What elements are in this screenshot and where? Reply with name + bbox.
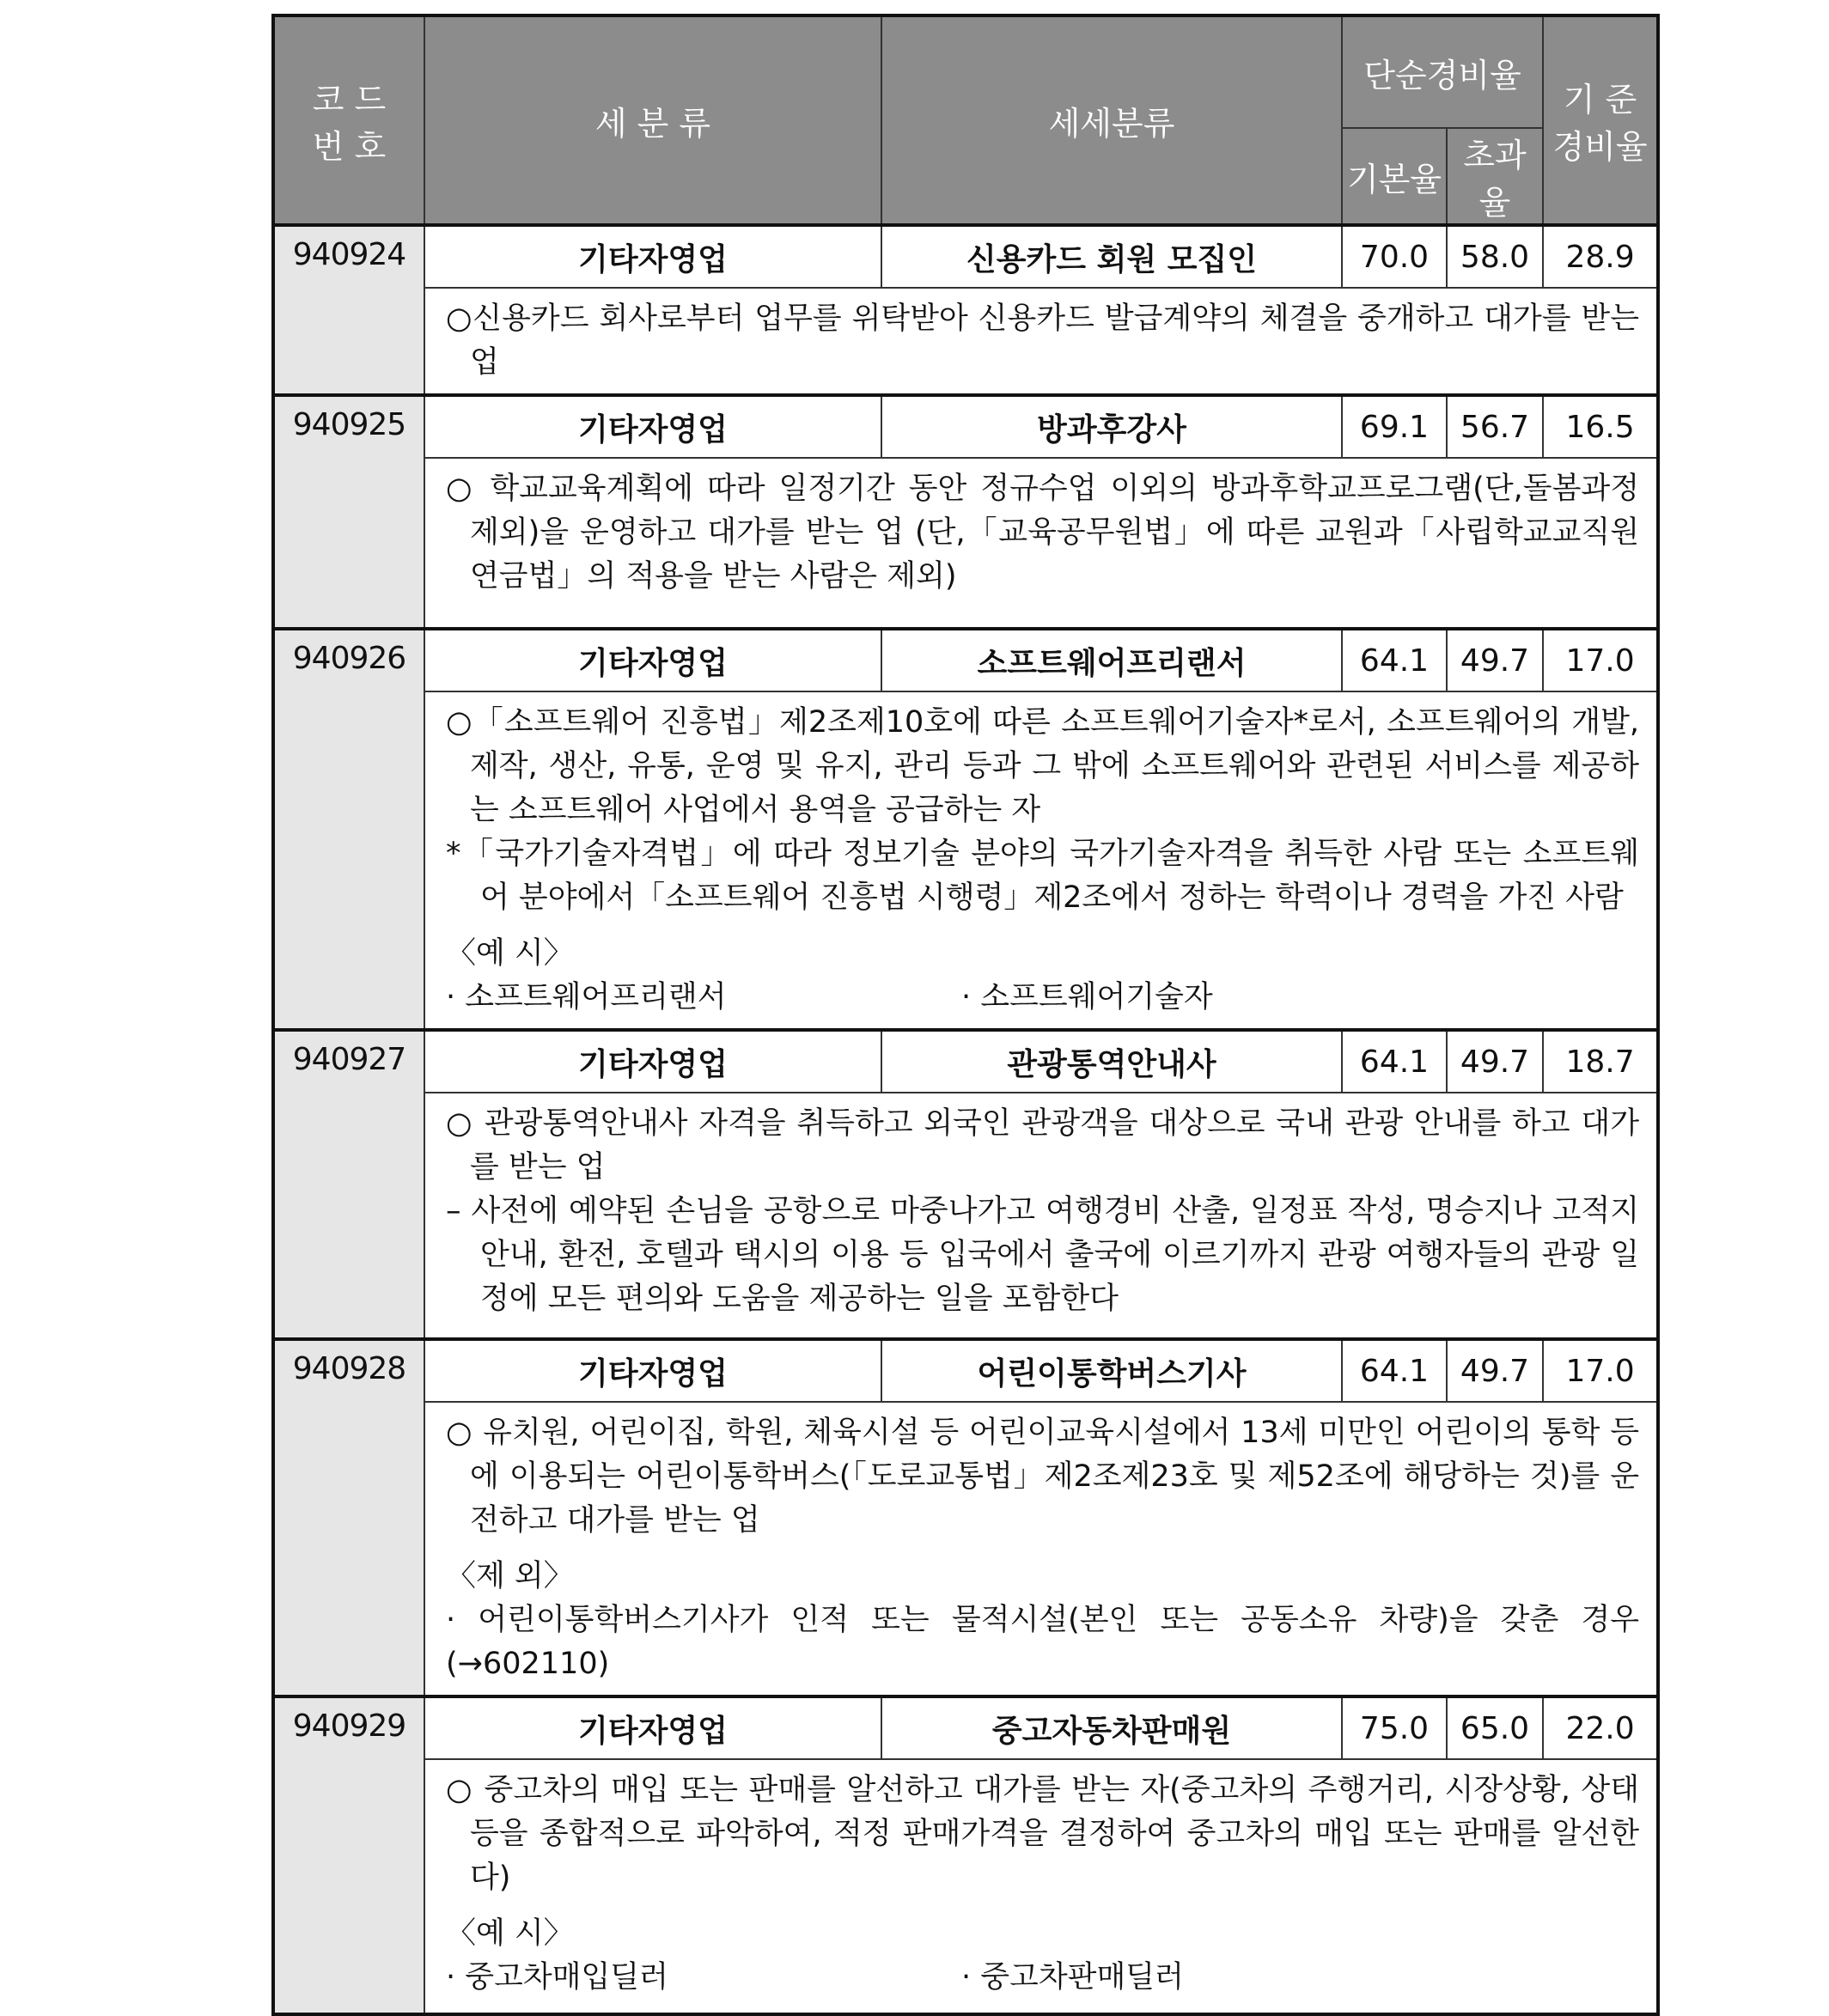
expense-rate-table-page: [271, 14, 1656, 1995]
detail-cell: 신용카드 회원 모집인: [881, 225, 1342, 288]
description-row: [273, 458, 1658, 629]
example-item: · 어린이통학버스기사가 인적 또는 물적시설(본인 또는 공동소유 차량)을 갖춘 경우(→602110): [446, 1603, 1640, 1681]
table-row: [273, 225, 1658, 288]
table-row: [273, 395, 1658, 458]
excess-rate-cell: 49.7: [1447, 629, 1543, 691]
header-detail: 세세분류: [881, 15, 1342, 225]
description-row: [273, 1759, 1658, 2014]
examples-list: [446, 1599, 1639, 1686]
examples-label: 〈예 시〉: [446, 936, 574, 971]
detail-cell: 어린이통학버스기사: [881, 1339, 1342, 1402]
expense-rate-table: [271, 14, 1660, 2016]
header-code: 코 드 번 호: [273, 15, 424, 225]
subclass-cell: 기타자영업: [424, 1030, 881, 1093]
description-paragraph: ○신용카드 회사로부터 업무를 위탁받아 신용카드 발급계약의 체결을 중개하고 대가를 받는 업: [446, 301, 1640, 380]
base-rate-cell: 64.1: [1342, 629, 1447, 691]
example-item: · 중고차매입딜러: [446, 1960, 668, 1995]
standard-rate-cell: 28.9: [1543, 225, 1658, 288]
description-cell: [424, 1402, 1658, 1696]
description-row: [273, 691, 1658, 1030]
detail-cell: 소프트웨어프리랜서: [881, 629, 1342, 691]
excess-rate-cell: 49.7: [1447, 1030, 1543, 1093]
detail-cell: 관광통역안내사: [881, 1030, 1342, 1093]
description-row: [273, 1402, 1658, 1696]
header-simple-rate: 단순경비율: [1342, 15, 1543, 128]
description-row: [273, 288, 1658, 395]
base-rate-cell: 64.1: [1342, 1030, 1447, 1093]
subclass-cell: 기타자영업: [424, 395, 881, 458]
header-excess-rate: 초과율: [1447, 128, 1543, 225]
description-paragraph: ○「소프트웨어 진흥법」제2조제10호에 따른 소프트웨어기술자*로서, 소프트웨어의 개발, 제작, 생산, 유통, 운영 및 유지, 관리 등과 그 밖에 소프트웨어와 관련된 서비스를 제공하는 소프트웨어 사업에서 용역을 공급하는 자: [446, 705, 1640, 827]
excess-rate-cell: 65.0: [1447, 1696, 1543, 1759]
subclass-cell: 기타자영업: [424, 1696, 881, 1759]
excess-rate-cell: 56.7: [1447, 395, 1543, 458]
examples-label: 〈예 시〉: [446, 1916, 574, 1951]
subclass-cell: 기타자영업: [424, 225, 881, 288]
subclass-cell: 기타자영업: [424, 1339, 881, 1402]
header-subclass: 세 분 류: [424, 15, 881, 225]
header-standard-rate: 기 준 경비율: [1543, 15, 1658, 225]
standard-rate-cell: 17.0: [1543, 629, 1658, 691]
description-paragraph: ○ 학교교육계획에 따라 일정기간 동안 정규수업 이외의 방과후학교프로그램(단,돌봄과정 제외)을 운영하고 대가를 받는 업 (단,「교육공무원법」에 따른 교원과「사립학교교직원연금법」의 적용을 받는 사람은 제외): [446, 472, 1640, 594]
example-item: · 소프트웨어기술자: [961, 980, 1213, 1014]
base-rate-cell: 69.1: [1342, 395, 1447, 458]
table-row: [273, 1339, 1658, 1402]
example-item: · 중고차판매딜러: [961, 1960, 1184, 1995]
description-paragraph: ○ 관광통역안내사 자격을 취득하고 외국인 관광객을 대상으로 국내 관광 안내를 하고 대가를 받는 업: [446, 1106, 1640, 1185]
description-cell: [424, 1093, 1658, 1339]
code-number: 940929: [273, 1696, 424, 2014]
description-paragraph: ○ 중고차의 매입 또는 판매를 알선하고 대가를 받는 자(중고차의 주행거리, 시장상황, 상태 등을 종합적으로 파악하여, 적정 판매가격을 결정하여 중고차의 매입 또는 판매를 알선한다): [446, 1773, 1640, 1895]
detail-cell: 방과후강사: [881, 395, 1342, 458]
description-cell: [424, 1759, 1658, 2014]
example-item: · 소프트웨어프리랜서: [446, 980, 727, 1014]
description-paragraph: ○ 유치원, 어린이집, 학원, 체육시설 등 어린이교육시설에서 13세 미만인 어린이의 통학 등에 이용되는 어린이통학버스(「도로교통법」제2조제23호 및 제52조에 해당하는 것)를 운전하고 대가를 받는 업: [446, 1416, 1640, 1538]
table-row: [273, 1696, 1658, 1759]
note-paragraph: *「국가기술자격법」에 따라 정보기술 분야의 국가기술자격을 취득한 사람 또는 소프트웨어 분야에서「소프트웨어 진흥법 시행령」제2조에서 정하는 학력이나 경력을 가진 사람: [446, 837, 1640, 915]
excess-rate-cell: 49.7: [1447, 1339, 1543, 1402]
code-number: 940925: [273, 395, 424, 629]
table-row: [273, 1030, 1658, 1093]
standard-rate-cell: 22.0: [1543, 1696, 1658, 1759]
description-cell: [424, 458, 1658, 629]
code-number: 940924: [273, 225, 424, 395]
table-row: [273, 629, 1658, 691]
detail-cell: 중고자동차판매원: [881, 1696, 1342, 1759]
standard-rate-cell: 17.0: [1543, 1339, 1658, 1402]
standard-rate-cell: 18.7: [1543, 1030, 1658, 1093]
standard-rate-cell: 16.5: [1543, 395, 1658, 458]
description-row: [273, 1093, 1658, 1339]
examples-list: [446, 976, 1639, 1020]
subclass-cell: 기타자영업: [424, 629, 881, 691]
examples-list: [446, 1956, 1639, 2000]
code-number: 940927: [273, 1030, 424, 1339]
description-cell: [424, 691, 1658, 1030]
base-rate-cell: 64.1: [1342, 1339, 1447, 1402]
note-paragraph: – 사전에 예약된 손님을 공항으로 마중나가고 여행경비 산출, 일정표 작성, 명승지나 고적지 안내, 환전, 호텔과 택시의 이용 등 입국에서 출국에 이르기까지 관광 여행자들의 관광 일정에 모든 편의와 도움을 제공하는 일을 포함한다: [446, 1194, 1640, 1316]
excess-rate-cell: 58.0: [1447, 225, 1543, 288]
code-number: 940926: [273, 629, 424, 1030]
table-body: [273, 225, 1658, 2014]
base-rate-cell: 70.0: [1342, 225, 1447, 288]
header-base-rate: 기본율: [1342, 128, 1447, 225]
description-cell: [424, 288, 1658, 395]
base-rate-cell: 75.0: [1342, 1696, 1447, 1759]
examples-label: 〈제 외〉: [446, 1559, 574, 1593]
code-number: 940928: [273, 1339, 424, 1696]
